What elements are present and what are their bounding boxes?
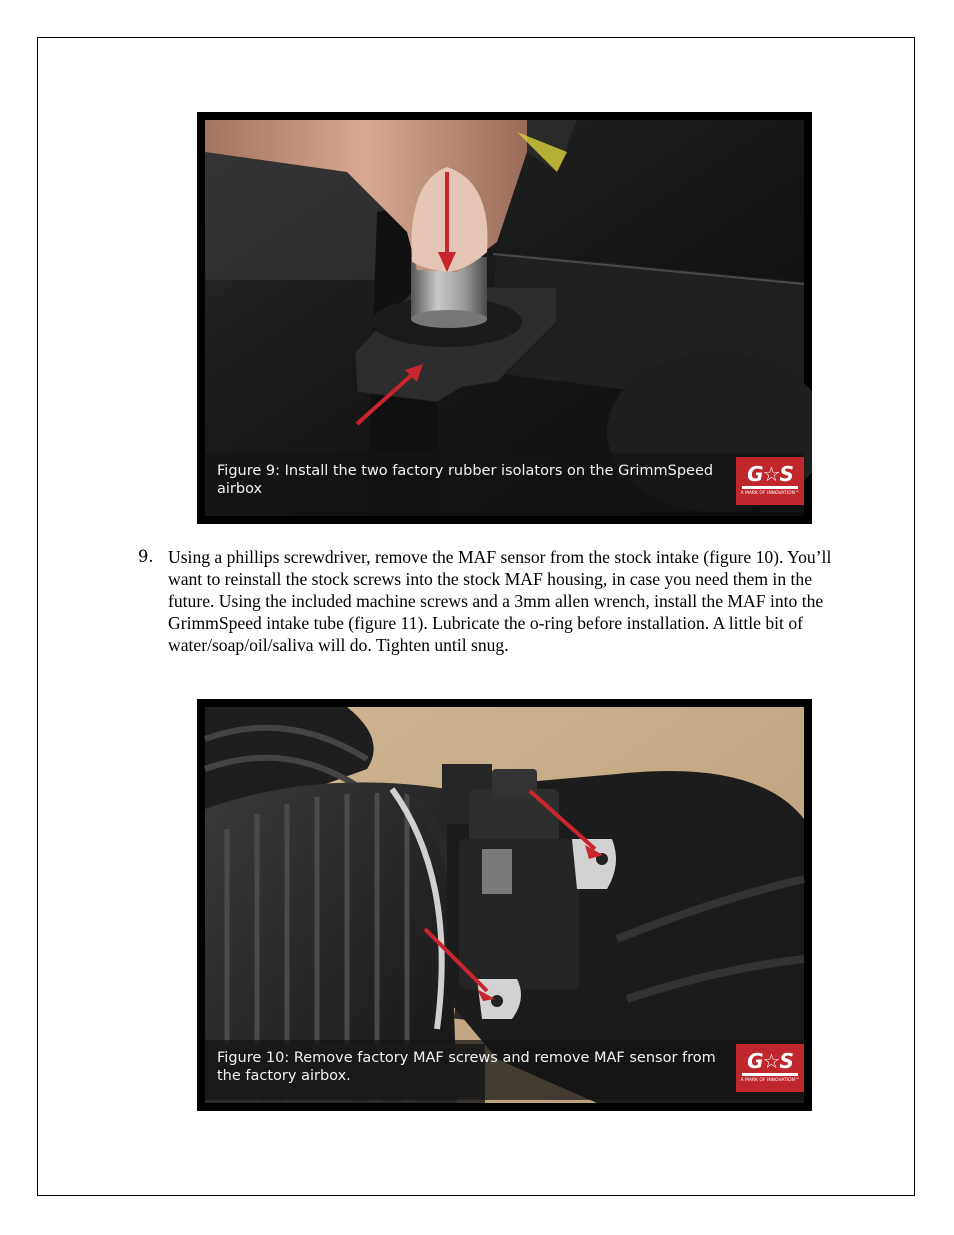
- logo-mark: G☆S: [747, 462, 793, 486]
- grimmspeed-logo: [736, 1044, 804, 1092]
- logo-tagline: A MARK OF INNOVATION™: [740, 491, 800, 496]
- step-text: Using a phillips screwdriver, remove the MAF sensor from the stock intake (figure 10). You’ll want to reinstall the stock screws into the stock MAF housing, in case you need them in the future. Using the included machine screws and a 3mm allen wrench, install the MAF into the GrimmSpeed intake tube (figure 11). Lubricate the o-ring before installation. A little bit of water/soap/oil/saliva will do. Tighten until snug.: [168, 547, 832, 655]
- figure-9: [197, 112, 812, 524]
- logo-mark: G☆S: [747, 1049, 793, 1073]
- figure-10-caption: Figure 10: Remove factory MAF screws and remove MAF sensor from the factory airbox.: [217, 1050, 716, 1084]
- figure-9-caption: Figure 9: Install the two factory rubber isolators on the GrimmSpeed airbox: [217, 463, 714, 497]
- logo-bar: [742, 486, 798, 489]
- grimmspeed-logo: [736, 457, 804, 505]
- figure-9-caption-bar: [205, 453, 804, 513]
- step-number: 9.: [138, 547, 154, 566]
- figure-10-caption-bar: [205, 1040, 804, 1100]
- logo-bar: [742, 1073, 798, 1076]
- logo-tagline: A MARK OF INNOVATION™: [740, 1078, 800, 1083]
- figure-10: [197, 699, 812, 1111]
